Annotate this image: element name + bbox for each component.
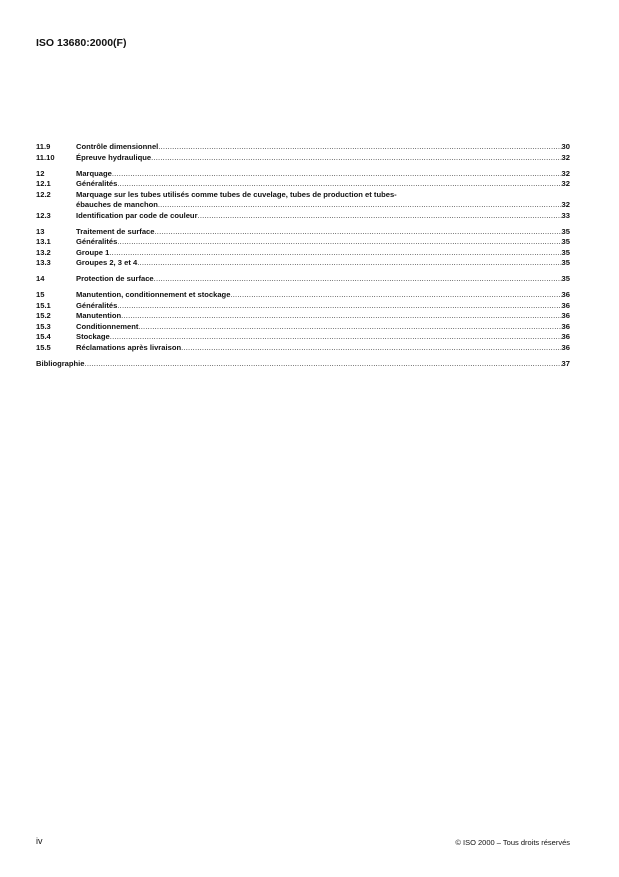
dot-leader — [158, 142, 561, 153]
entry-body — [76, 179, 570, 190]
dot-leader — [112, 169, 562, 180]
entry-body — [76, 322, 570, 333]
entry-number: 15.1 — [36, 300, 51, 310]
entry-number: 14 — [36, 274, 45, 283]
entry-number: 11.9 — [36, 142, 51, 151]
dot-leader — [230, 290, 561, 301]
toc-entry[interactable] — [36, 322, 570, 333]
toc-entry[interactable] — [36, 142, 570, 153]
toc-entry[interactable] — [36, 153, 570, 164]
entry-page: 32 — [561, 152, 570, 162]
entry-body — [76, 301, 570, 312]
toc-entry[interactable] — [36, 227, 570, 238]
toc-section — [36, 227, 570, 269]
entry-number: 13 — [36, 226, 45, 236]
entry-body — [76, 211, 570, 222]
entry-body — [76, 237, 570, 248]
entry-title: Contrôle dimensionnel — [76, 142, 159, 151]
entry-title: Épreuve hydraulique — [76, 152, 152, 162]
copyright-notice: © ISO 2000 – Tous droits réservés — [455, 838, 570, 847]
toc-entry[interactable] — [36, 169, 570, 180]
entry-number: 12.1 — [36, 179, 51, 188]
toc-entry[interactable] — [36, 190, 570, 201]
entry-body — [76, 153, 570, 164]
entry-number: 15 — [36, 290, 45, 299]
entry-page: 36 — [561, 300, 570, 310]
entry-number: 12.3 — [36, 210, 51, 220]
entry-title: Réclamations après livraison — [76, 342, 182, 352]
entry-body — [76, 248, 570, 259]
dot-leader — [117, 179, 561, 190]
entry-title: Généralités — [76, 237, 118, 246]
entry-page: 36 — [561, 311, 570, 320]
entry-title-continued: ébauches de manchon — [76, 200, 158, 209]
entry-title: Généralités — [76, 300, 118, 310]
entry-title: Marquage — [76, 168, 112, 178]
entry-page: 35 — [561, 237, 570, 246]
toc-entry[interactable] — [36, 237, 570, 248]
entry-body — [36, 359, 570, 370]
entry-page: 35 — [561, 226, 570, 236]
toc-entry[interactable] — [36, 179, 570, 190]
toc-section — [36, 359, 570, 370]
dot-leader — [109, 248, 561, 259]
entry-number: 15.3 — [36, 321, 51, 331]
entry-title: Identification par code de couleur — [76, 210, 198, 220]
entry-page: 32 — [561, 179, 570, 188]
table-of-contents — [36, 142, 570, 375]
entry-number: 12.2 — [36, 189, 51, 199]
entry-page: 35 — [561, 247, 570, 257]
entry-page: 32 — [561, 200, 570, 209]
entry-body — [76, 258, 570, 269]
dot-leader — [137, 258, 561, 269]
toc-section — [36, 142, 570, 163]
entry-body — [76, 142, 570, 153]
dot-leader — [198, 211, 562, 222]
entry-title: Manutention — [76, 311, 122, 320]
entry-page: 35 — [561, 258, 570, 267]
entry-body — [76, 290, 570, 301]
entry-number: 12 — [36, 168, 45, 178]
entry-title: Conditionnement — [76, 321, 139, 331]
entry-title: Bibliographie — [36, 358, 85, 368]
dot-leader — [117, 237, 561, 248]
entry-body — [76, 332, 570, 343]
dot-leader — [138, 322, 561, 333]
entry-page: 36 — [561, 342, 570, 352]
entry-title: Manutention, conditionnement et stockage — [76, 290, 231, 299]
entry-number: 15.4 — [36, 332, 51, 341]
dot-leader — [181, 343, 561, 354]
dot-leader — [155, 227, 562, 238]
entry-body — [76, 200, 570, 211]
entry-number: 13.2 — [36, 247, 51, 257]
entry-body — [76, 227, 570, 238]
entry-body — [76, 274, 570, 285]
toc-section — [36, 274, 570, 285]
entry-title: Généralités — [76, 179, 118, 188]
toc-entry[interactable] — [36, 248, 570, 259]
entry-title: Groupes 2, 3 et 4 — [76, 258, 138, 267]
entry-page: 35 — [561, 274, 570, 283]
dot-leader — [158, 200, 562, 211]
entry-title: Traitement de surface — [76, 226, 155, 236]
toc-entry[interactable] — [36, 343, 570, 354]
entry-page: 36 — [561, 321, 570, 331]
toc-entry[interactable] — [36, 258, 570, 269]
document-header: ISO 13680:2000(F) — [36, 37, 127, 49]
entry-title: Marquage sur les tubes utilisés comme tubes de cuvelage, tubes de production et tubes- — [76, 189, 397, 199]
toc-entry[interactable] — [36, 359, 570, 370]
dot-leader — [117, 301, 561, 312]
toc-entry[interactable] — [36, 274, 570, 285]
page-number: iv — [36, 836, 43, 846]
entry-number: 15.5 — [36, 342, 51, 352]
entry-title: Groupe 1 — [76, 247, 110, 257]
dot-leader — [121, 311, 561, 322]
entry-page: 37 — [561, 358, 570, 368]
entry-title: Stockage — [76, 332, 110, 341]
toc-entry[interactable] — [36, 311, 570, 322]
entry-number: 15.2 — [36, 311, 51, 320]
entry-body — [76, 169, 570, 180]
dot-leader — [110, 332, 562, 343]
toc-section — [36, 290, 570, 353]
dot-leader — [151, 153, 561, 164]
entry-number: 13.1 — [36, 237, 51, 246]
toc-entry[interactable] — [36, 332, 570, 343]
dot-leader — [154, 274, 562, 285]
entry-page: 36 — [561, 290, 570, 299]
toc-section — [36, 169, 570, 222]
entry-body — [76, 190, 570, 201]
toc-entry-continuation — [36, 200, 570, 211]
toc-entry[interactable] — [36, 211, 570, 222]
entry-page: 30 — [561, 142, 570, 151]
entry-title: Protection de surface — [76, 274, 154, 283]
dot-leader — [85, 359, 562, 370]
entry-page: 33 — [561, 210, 570, 220]
toc-entry[interactable] — [36, 290, 570, 301]
entry-number: 11.10 — [36, 152, 55, 162]
entry-number: 13.3 — [36, 258, 51, 267]
entry-page: 32 — [561, 168, 570, 178]
entry-body — [76, 311, 570, 322]
toc-entry[interactable] — [36, 301, 570, 312]
entry-page: 36 — [561, 332, 570, 341]
entry-body — [76, 343, 570, 354]
